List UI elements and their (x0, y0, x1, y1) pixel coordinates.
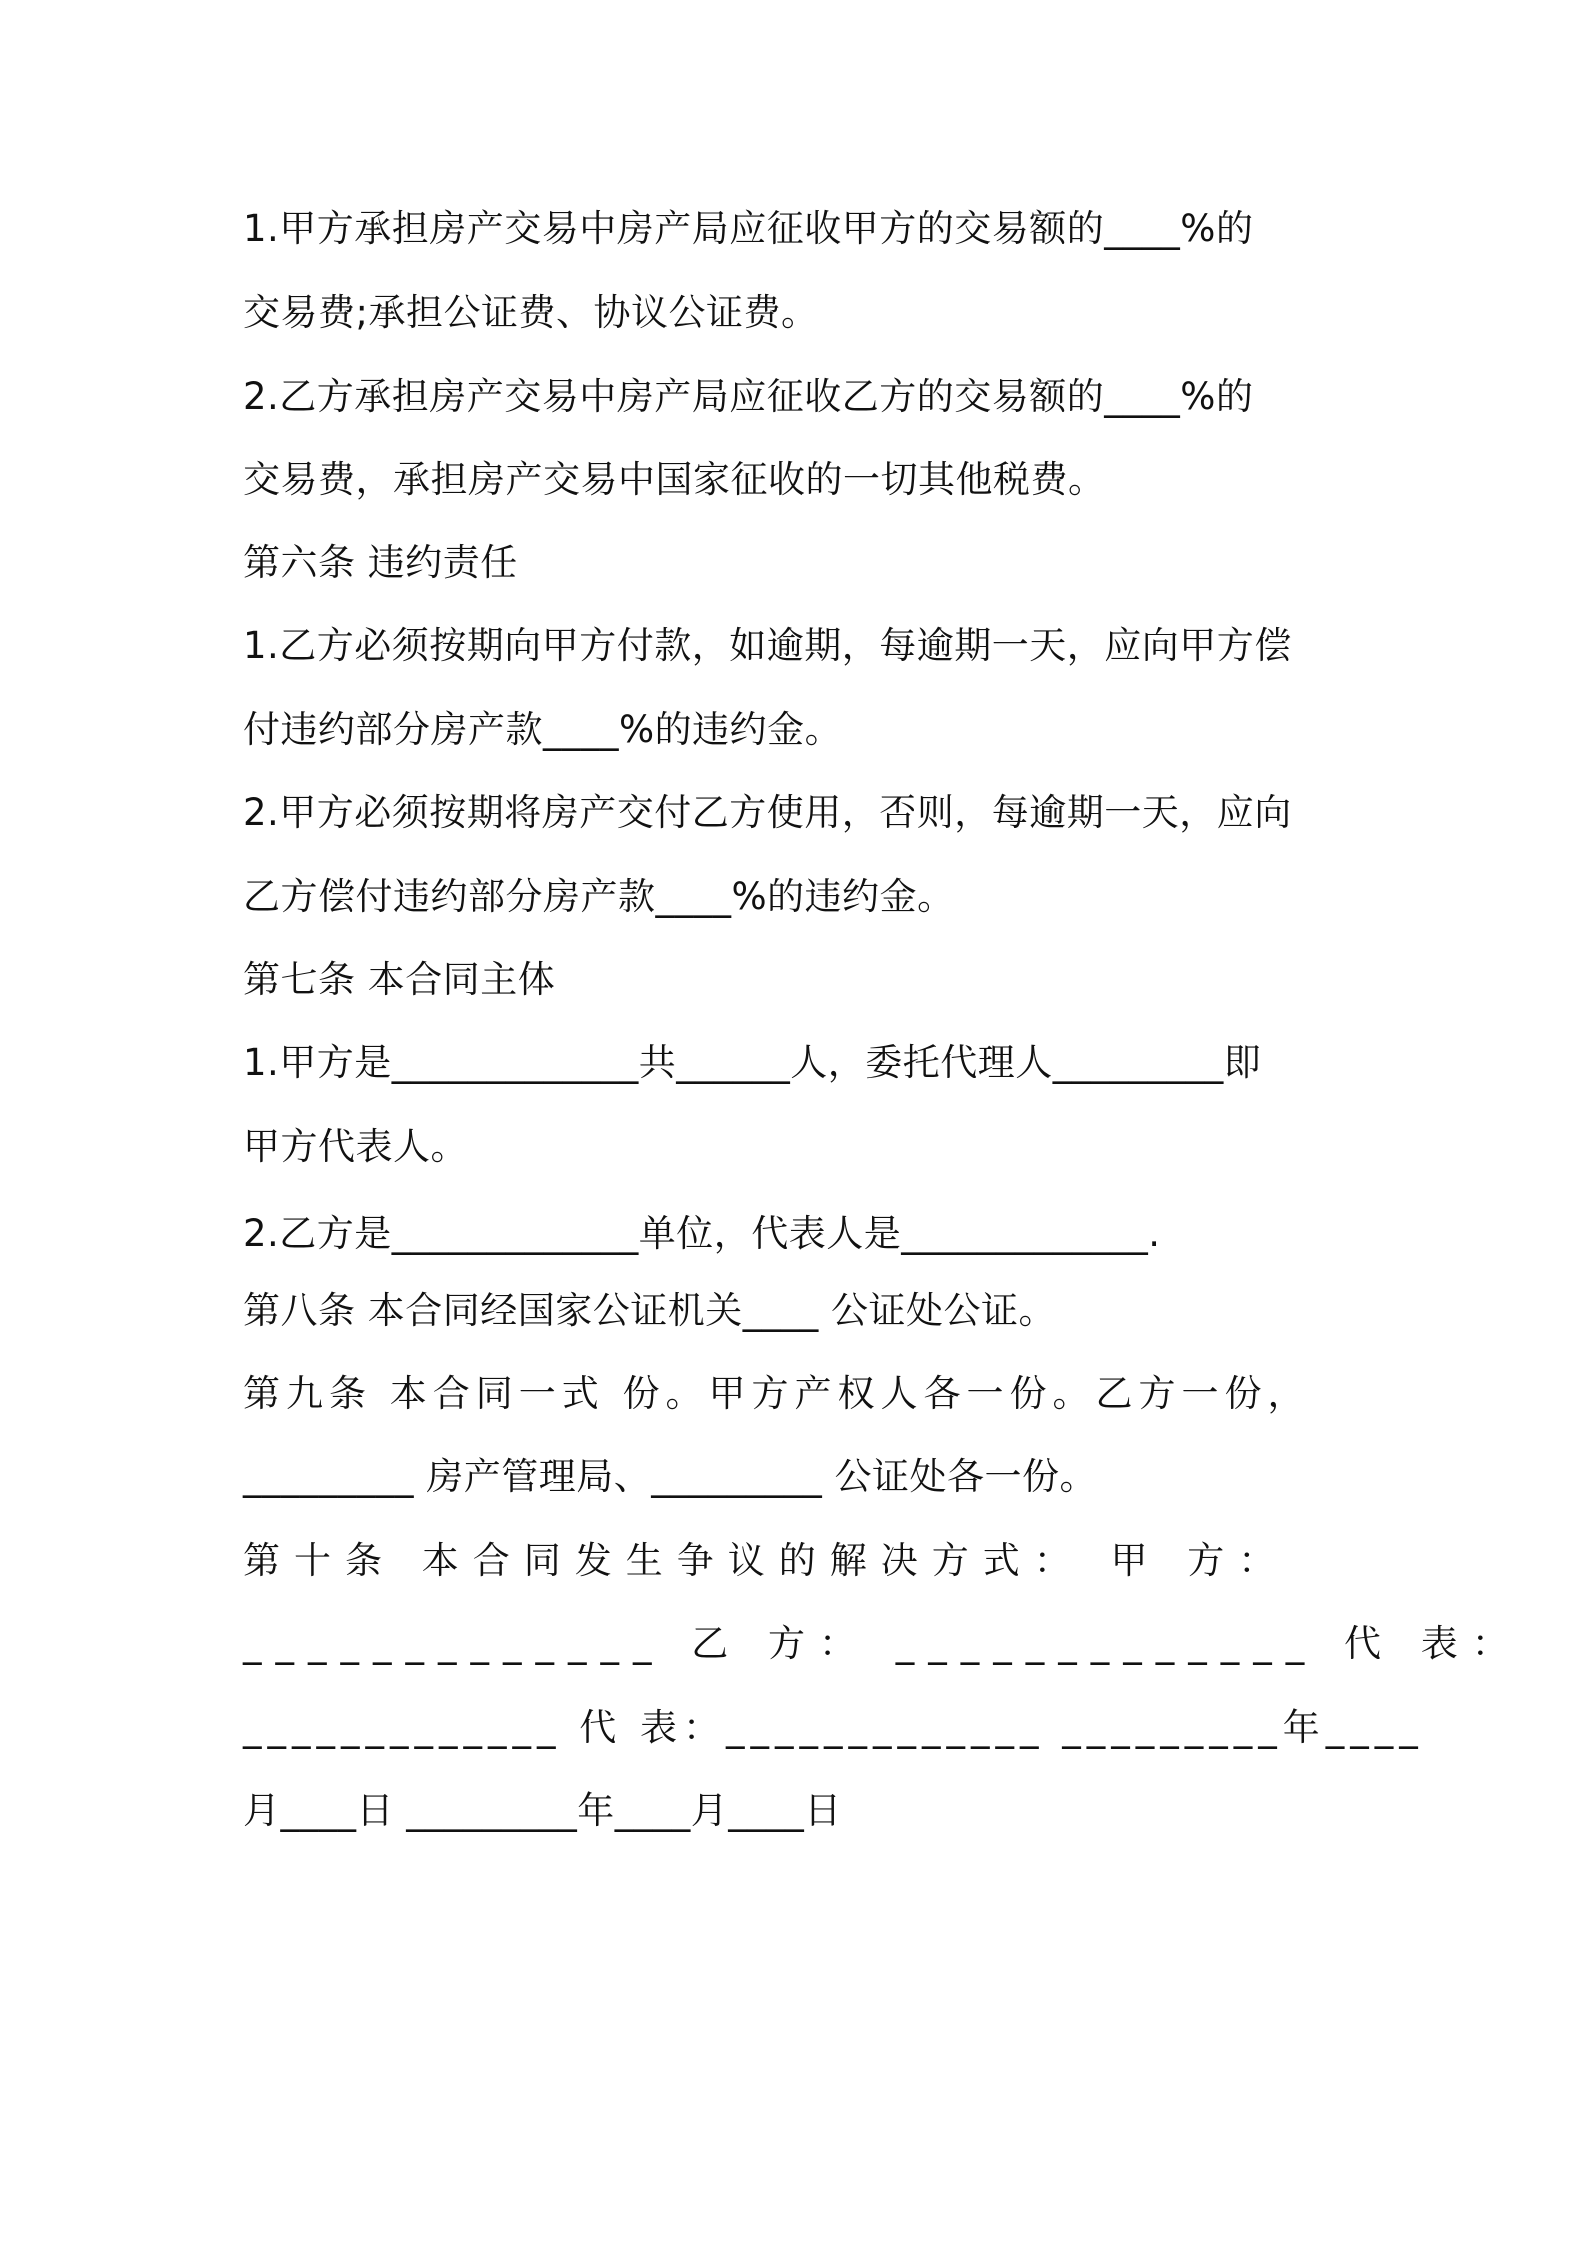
clause-9-line-2: _________ 房产管理局、_________ 公证处各一份。 (243, 1455, 1098, 1498)
clause-5-item-2-line-1: 2.乙方承担房产交易中房产局应征收乙方的交易额的____%的 (243, 375, 1254, 418)
clause-6-item-2-line-2: 乙方偿付违约部分房产款____%的违约金。 (243, 875, 955, 918)
clause-10-line-1: 第十条 本合同发生争议的解决方式： 甲 方： (243, 1539, 1290, 1582)
clause-8: 第八条 本合同经国家公证机关____ 公证处公证。 (243, 1289, 1057, 1332)
clause-7-item-2: 2.乙方是_____________单位，代表人是_____________. (243, 1212, 1161, 1255)
signature-date-line: 月____日 _________年____月____日 (243, 1789, 842, 1832)
clause-6-item-1-line-2: 付违约部分房产款____%的违约金。 (243, 708, 843, 751)
clause-7-heading: 第七条 本合同主体 (243, 958, 556, 1001)
clause-6-item-2-line-1: 2.甲方必须按期将房产交付乙方使用，否则，每逾期一天，应向 (243, 791, 1292, 834)
clause-6-heading: 第六条 违约责任 (243, 541, 518, 584)
clause-7-item-1-line-1: 1.甲方是_____________共______人，委托代理人_________即 (243, 1041, 1262, 1084)
clause-5-item-2-line-2: 交易费，承担房产交易中国家征收的一切其他税费。 (243, 458, 1106, 501)
signature-line-1: _____________ 乙 方： _____________ 代 表： (243, 1622, 1523, 1665)
clause-5-item-1-line-1: 1.甲方承担房产交易中房产局应征收甲方的交易额的____%的 (243, 207, 1254, 250)
signature-line-2: _____________ 代 表：_____________ _________年____ (243, 1706, 1424, 1749)
clause-9-line-1: 第九条 本合同一式 份。甲方产权人各一份。乙方一份， (243, 1372, 1311, 1415)
clause-6-item-1-line-1: 1.乙方必须按期向甲方付款，如逾期，每逾期一天，应向甲方偿 (243, 624, 1292, 667)
clause-5-item-1-line-2: 交易费;承担公证费、协议公证费。 (243, 291, 819, 334)
clause-7-item-1-line-2: 甲方代表人。 (243, 1125, 468, 1168)
